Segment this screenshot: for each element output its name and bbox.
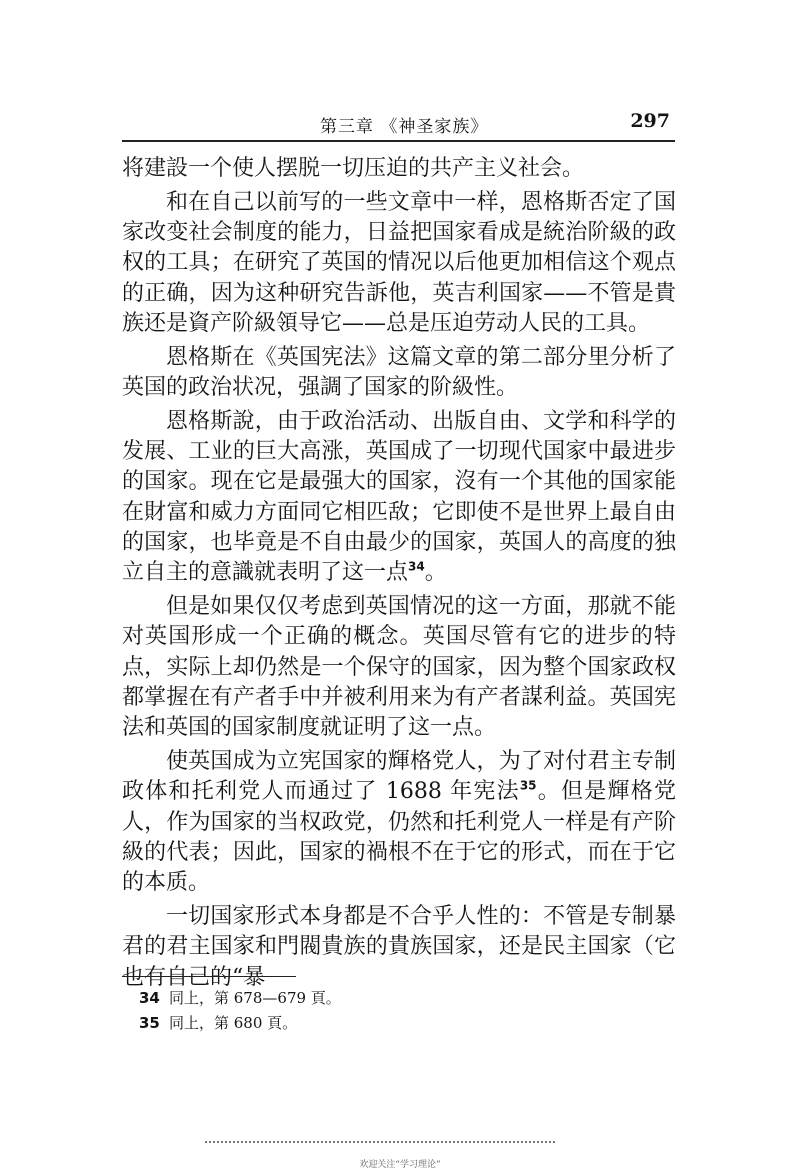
paragraph-text-tail: 。但是輝格党人，作为国家的当权政党，仍然和托利党人一样是有产阶級的代表；因此，国家的禍根不在于它的形式，而在于它的本质。 xyxy=(122,779,676,896)
footnotes xyxy=(139,986,659,1036)
paragraph-7 xyxy=(122,902,676,993)
footnote-ref-35: 35 xyxy=(519,779,537,794)
footnote-rule xyxy=(122,976,296,977)
body-text xyxy=(122,154,676,993)
footnote-ref-34: 34 xyxy=(408,560,425,575)
page-number: 297 xyxy=(630,110,670,132)
watermark-caption: 欢迎关注“学习理论” xyxy=(359,1160,441,1170)
footnote-text: 同上，第 678—679 頁。 xyxy=(169,989,341,1007)
footnote-34 xyxy=(139,986,659,1011)
chapter-title: 第三章 《神圣家族》 xyxy=(320,117,489,137)
paragraph-4 xyxy=(122,407,676,589)
paragraph-6 xyxy=(122,747,676,898)
paragraph-1 xyxy=(122,154,676,184)
paragraph-text-tail: 。 xyxy=(424,560,447,586)
footnote-35 xyxy=(139,1011,659,1036)
header-rule xyxy=(122,140,675,142)
paragraph-text: 一切国家形式本身都是不合乎人性的：不管是专制暴君的君主国家和門閥貴族的貴族国家，还是民主国家（它也有自己的“暴 xyxy=(122,904,676,990)
paragraph-text: 恩格斯在《英国宪法》这篇文章的第二部分里分析了英国的政治状况，强調了国家的阶級性。 xyxy=(122,344,676,401)
paragraph-text: 恩格斯說，由于政治活动、出版自由、文学和科学的发展、工业的巨大高涨，英国成了一切现代国家中最进步的国家。现在它是最强大的国家，沒有一个其他的国家能在財富和威力方面同它相匹敌；它即使不是世界上最自由的国家，也毕竟是不自由最少的国家，英国人的高度的独立自主的意識就表明了这一点 xyxy=(122,408,676,586)
scan-dotted-line xyxy=(205,1141,555,1143)
running-head xyxy=(320,110,670,138)
paragraph-text: 和在自己以前写的一些文章中一样，恩格斯否定了国家改变社会制度的能力，日益把国家看成是統治阶級的政权的工具；在研究了英国的情况以后他更加相信这个观点的正确，因为这种研究告訴他，英吉利国家——不管是貴族还是資产阶級領导它——总是压迫劳动人民的工具。 xyxy=(122,189,676,336)
paragraph-2 xyxy=(122,188,676,339)
paragraph-text: 使英国成为立宪国家的輝格党人，为了对付君主专制政体和托利党人而通过了 1688 年宪法 xyxy=(122,749,676,805)
paragraph-5 xyxy=(122,592,676,743)
paragraph-3 xyxy=(122,343,676,404)
paragraph-text: 但是如果仅仅考虑到英国情况的这一方面，那就不能对英国形成一个正确的概念。英国尽管有它的进步的特点，实际上却仍然是一个保守的国家，因为整个国家政权都掌握在有产者手中并被利用来为有产者謀利益。英国宪法和英国的国家制度就证明了这一点。 xyxy=(122,594,676,741)
footnote-number: 35 xyxy=(139,1014,160,1032)
paragraph-text: 将建設一个使人摆脱一切压迫的共产主义社会。 xyxy=(122,156,585,181)
footnote-text: 同上，第 680 頁。 xyxy=(169,1014,298,1032)
footnote-number: 34 xyxy=(139,989,160,1007)
